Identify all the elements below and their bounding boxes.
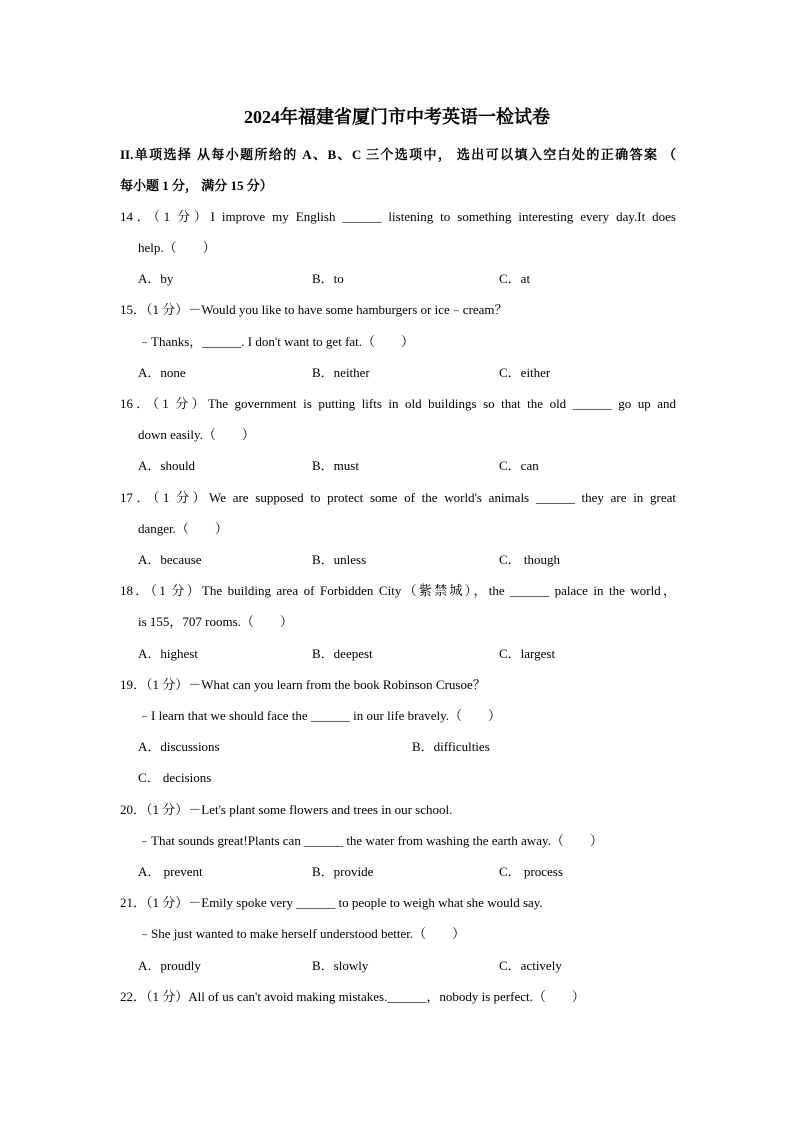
question-14-option-b[interactable]: B．to (312, 271, 344, 286)
question-20-line-2: ﹣That sounds great!Plants can ______ the water from washing the earth away.（ ） (138, 833, 603, 848)
question-14-line-2: help.（ ） (138, 240, 216, 255)
question-21-option-c[interactable]: C．actively (499, 958, 562, 973)
question-20-option-a[interactable]: A． prevent (138, 864, 203, 879)
question-15-line-2: ﹣Thanks，______. I don't want to get fat.（ ） (138, 334, 415, 349)
question-18-option-a[interactable]: A．highest (138, 646, 198, 661)
question-15-option-b[interactable]: B．neither (312, 365, 370, 380)
exam-title: 2024年福建省厦门市中考英语一检试卷 (244, 107, 550, 127)
question-19-option-a[interactable]: A．discussions (138, 739, 220, 754)
question-14-option-c[interactable]: C．at (499, 271, 531, 286)
question-20-option-c[interactable]: C． process (499, 864, 563, 879)
question-21-line-2: ﹣She just wanted to make herself understood better.（ ） (138, 926, 466, 941)
section-instruction-line-1: II.单项选择 从每小题所给的 A、B、C 三个选项中， 选出可以填入空白处的正确答案 （ (120, 147, 676, 162)
question-18-option-b[interactable]: B．deepest (312, 646, 373, 661)
question-16-option-a[interactable]: A．should (138, 458, 196, 473)
question-17-option-a[interactable]: A．because (138, 552, 202, 567)
question-19-option-b[interactable]: B．difficulties (412, 739, 490, 754)
question-19-line-2: ﹣I learn that we should face the ______ in our life bravely.（ ） (138, 708, 502, 723)
question-17-option-b[interactable]: B．unless (312, 552, 367, 567)
question-14-option-a[interactable]: A．by (138, 271, 174, 286)
question-18-option-c[interactable]: C．largest (499, 646, 556, 661)
question-20-line-1: 20．（1 分）－Let's plant some flowers and trees in our school. (120, 802, 453, 817)
question-22-line-1: 22．（1 分）All of us can't avoid making mistakes.______，nobody is perfect.（ ） (120, 989, 585, 1004)
question-17-line-1: 17．（1 分）We are supposed to protect some of the world's animals ______ they are in great (120, 490, 676, 505)
question-17-line-2: danger.（ ） (138, 521, 228, 536)
section-instruction-line-2: 每小题 1 分， 满分 15 分） (120, 178, 273, 193)
question-16-option-b[interactable]: B．must (312, 458, 359, 473)
question-17-option-c[interactable]: C． though (499, 552, 561, 567)
question-15-line-1: 15．（1 分）－Would you like to have some hamburgers or ice﹣cream？ (120, 302, 508, 317)
question-20-option-b[interactable]: B．provide (312, 864, 374, 879)
question-21-line-1: 21．（1 分）－Emily spoke very ______ to people to weigh what she would say. (120, 895, 543, 910)
question-18-line-2: is 155，707 rooms.（ ） (138, 614, 293, 629)
question-19-option-c[interactable]: C． decisions (138, 770, 212, 785)
question-16-line-1: 16．（1 分）The government is putting lifts in old buildings so that the old ______ go up and (120, 396, 676, 411)
question-14-line-1: 14．（1 分）I improve my English ______ listening to something interesting every day.It does (120, 209, 676, 224)
question-21-option-b[interactable]: B．slowly (312, 958, 369, 973)
question-15-option-a[interactable]: A．none (138, 365, 186, 380)
question-15-option-c[interactable]: C．either (499, 365, 551, 380)
question-18-line-1: 18．（1 分）The building area of Forbidden City（紫禁城），the ______ palace in the world， (120, 583, 676, 598)
question-19-line-1: 19．（1 分）－What can you learn from the book Robinson Crusoe？ (120, 677, 486, 692)
question-16-line-2: down easily.（ ） (138, 427, 255, 442)
question-16-option-c[interactable]: C．can (499, 458, 539, 473)
question-21-option-a[interactable]: A．proudly (138, 958, 201, 973)
